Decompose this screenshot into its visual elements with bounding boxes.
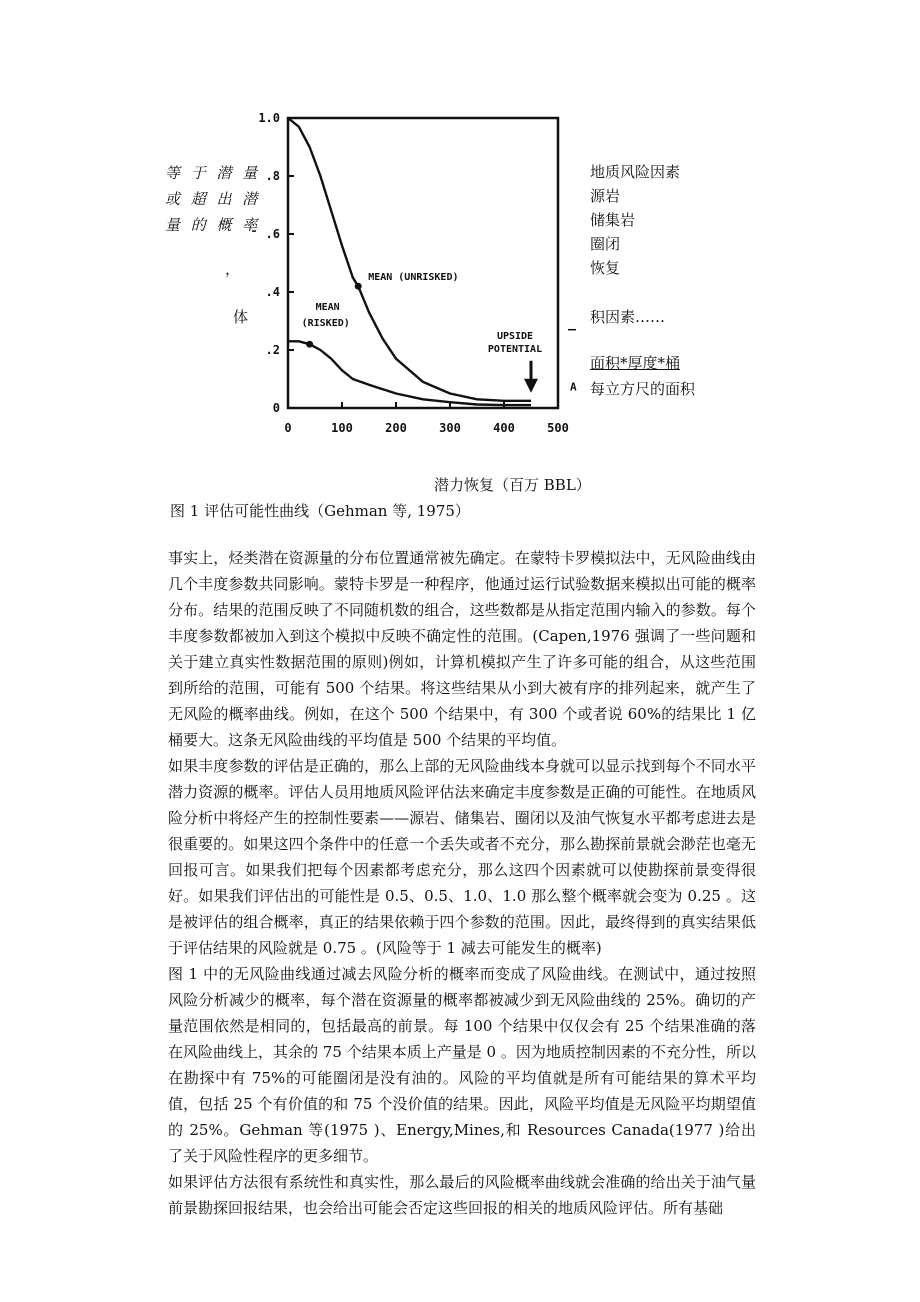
stray-fragment: 体	[233, 308, 249, 326]
paragraph: 图 1 中的无风险曲线通过减去风险分析的概率而变成了风险曲线。在测试中，通过按照风险分析减少的概率，每个潜在资源量的概率都被减少到无风险曲线的 25%。确切的产量范围依然是相同的，包括最高的前景。每 100 个结果中仅仅会有 25 个结果准确的落在风险曲线上，其余的 75 个结果本质上产量是 0 。因为地质控制因素的不充分性，所以在勘探中有 75%的可能圈闭是没有油的。风险的平均值就是所有可能结果的算术平均值，包括 25 个有价值的和 75 个没价值的结果。因此，风险平均值是无风险平均期望值的 25%。Gehman 等(1975 )、Energy,Mines,和 Resources Canada(1977 )给出了关于风险性程序的更多细节。	[168, 965, 756, 1165]
y-tick-label: .6	[265, 227, 280, 241]
stray-comma: ，	[225, 260, 241, 278]
risked-mean-dot	[306, 341, 313, 348]
risk-factor-list	[590, 160, 680, 280]
body-text	[168, 545, 756, 1221]
y-tick-label: 1.0	[258, 111, 280, 125]
risk-factor-heading: 地质风险因素	[590, 163, 681, 181]
paragraph: 事实上，烃类潜在资源量的分布位置通常被先确定。在蒙特卡罗模拟法中，无风险曲线由几个丰度参数共同影响。蒙特卡罗是一种程序，他通过运行试验数据来模拟出可能的概率分布。结果的范围反映了不同随机数的组合，这些数都是从指定范围内输入的参数。每个丰度参数都被加入到这个模拟中反映不确定性的范围。(Capen,1976 强调了一些问题和关于建立真实性数据范围的原则)例如，计算机模拟产生了许多可能的组合，从这些范围到所给的范围，可能有 500 个结果。将这些结果从小到大被有序的排列起来，就产生了无风险的概率曲线。例如，在这个 500 个结果中，有 300 个或者说 60%的结果比 1 亿桶要大。这条无风险曲线的平均值是 500 个结果的平均值。	[168, 549, 756, 749]
y-tick-label: .4	[265, 285, 280, 299]
y-axis-description	[165, 160, 261, 238]
risk-factor-item: 源岩	[590, 187, 621, 205]
y-description-line: 或 超 出 潜	[165, 190, 261, 208]
figure-caption: 图 1 评估可能性曲线（Gehman 等, 1975）	[170, 502, 470, 520]
x-axis-title: 潜力恢复（百万 BBL）	[434, 476, 591, 494]
risked-mean-label: (RISKED)	[301, 318, 350, 330]
y-tick-label: .8	[265, 169, 280, 183]
x-tick-label: 200	[385, 421, 407, 435]
formula-denominator: 每立方尺的面积	[590, 380, 696, 398]
upside-label: POTENTIAL	[487, 343, 543, 355]
upside-label: UPSIDE	[496, 330, 534, 342]
risked-mean-label: MEAN	[315, 302, 340, 314]
volume-factor-label: 积因素……	[590, 308, 666, 326]
paragraph: 如果评估方法很有系统性和真实性，那么最后的风险概率曲线就会准确的给出关于油气量前景勘探回报结果，也会给出可能会否定这些回报的相关的地质风险评估。所有基础	[168, 1173, 756, 1217]
y-description-line: 等 于 潜 量	[165, 164, 261, 182]
x-tick-label: 300	[439, 421, 461, 435]
y-description-line: 量 的 概 率	[165, 216, 261, 234]
side-mark: A	[570, 380, 577, 394]
x-tick-label: 0	[284, 421, 292, 435]
probability-chart	[250, 105, 580, 445]
risk-factor-item: 储集岩	[590, 211, 636, 229]
unrisked-mean-dot	[355, 283, 362, 290]
x-tick-label: 500	[547, 421, 569, 435]
y-tick-label: .2	[265, 343, 280, 357]
unrisked-mean-label: MEAN (UNRISKED)	[368, 272, 459, 284]
paragraph: 如果丰度参数的评估是正确的，那么上部的无风险曲线本身就可以显示找到每个不同水平潜力资源的概率。评估人员用地质风险评估法来确定丰度参数是正确的可能性。在地质风险分析中将烃产生的控制性要素——源岩、储集岩、圈闭以及油气恢复水平都考虑进去是很重要的。如果这四个条件中的任意一个丢失或者不充分，那么勘探前景就会渺茫也毫无回报可言。如果我们把每个因素都考虑充分，那么这四个因素就可以使勘探前景变得很好。如果我们评估出的可能性是 0.5、0.5、1.0、1.0 那么整个概率就会变为 0.25 。这是被评估的组合概率，真正的结果依赖于四个参数的范围。因此，最终得到的真实结果低于评估结果的风险就是 0.75 。(风险等于 1 减去可能发生的概率)	[168, 757, 756, 957]
x-tick-label: 100	[331, 421, 353, 435]
x-tick-label: 400	[493, 421, 515, 435]
unrisked-curve	[288, 118, 534, 401]
plot-frame	[288, 118, 558, 408]
y-tick-label: 0	[272, 401, 280, 415]
formula-numerator: 面积*厚度*桶	[590, 354, 681, 372]
risk-factor-item: 圈闭	[590, 235, 621, 253]
upside-arrow-head	[524, 379, 538, 393]
risk-factor-item: 恢复	[590, 259, 621, 277]
